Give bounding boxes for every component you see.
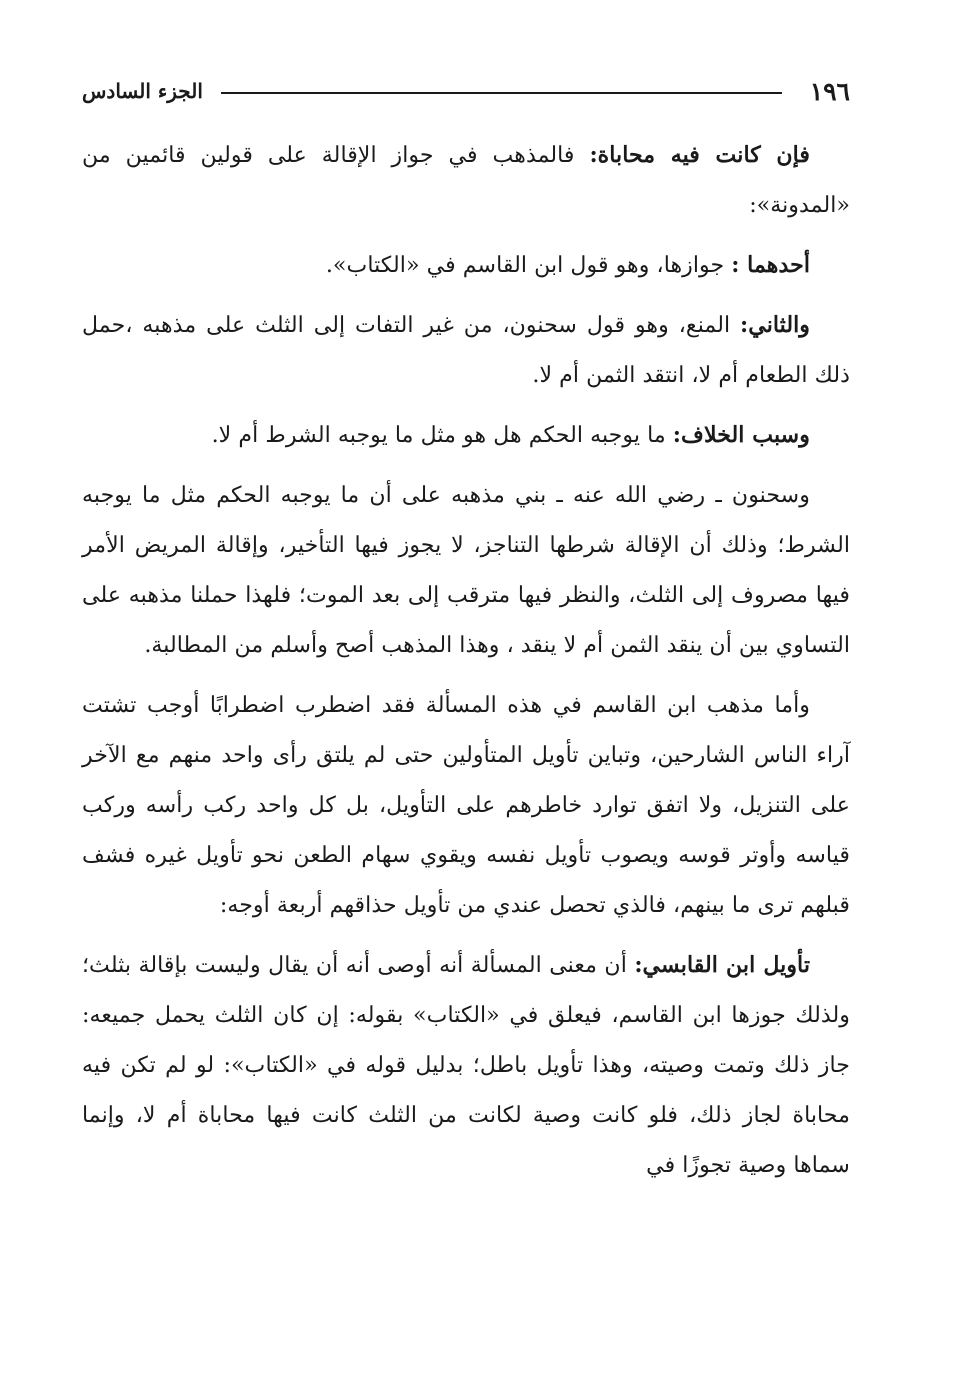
paragraph-1: [82, 130, 850, 230]
paragraph-text: فالمذهب في جواز الإقالة على قولين قائمين من «المدونة»:: [82, 142, 850, 218]
running-title: الجزء السادس: [82, 79, 203, 103]
book-page: [82, 70, 850, 1310]
paragraph-5: [82, 470, 850, 670]
paragraph-6: [82, 680, 850, 930]
page-number: ١٩٦: [809, 76, 850, 106]
paragraph-text: وسحنون ـ رضي الله عنه ـ بني مذهبه على أن ما يوجبه الحكم مثل ما يوجبه الشرط؛ وذلك أن الإقالة شرطها التناجز، لا يجوز فيها التأخير، وإقالة المريض الأمر فيها مصروف إلى الثلث، والنظر فيها مترقب إلى بعد الموت؛ فلهذا حملنا مذهبه على التساوي بين أن ينقد الثمن أم لا ينقد ، وهذا المذهب أصح وأسلم من المطالبة.: [82, 482, 850, 658]
page-body: [82, 130, 850, 1190]
paragraph-lead: والثاني:: [740, 312, 810, 338]
paragraph-lead: فإن كانت فيه محاباة:: [589, 142, 810, 168]
paragraph-lead: تأويل ابن القابسي:: [634, 952, 810, 978]
paragraph-4: [82, 410, 850, 460]
paragraph-text: أن معنى المسألة أنه أوصى أنه أن يقال وليست بإقالة بثلث؛ ولذلك جوزها ابن القاسم، فيعلق في «الكتاب» بقوله: إن كان الثلث يحمل جميعه: جاز ذلك وتمت وصيته، وهذا تأويل باطل؛ بدليل قوله في «الكتاب»: لو لم تكن فيه محاباة لجاز ذلك، فلو كانت وصية لكانت من الثلث كانت فيها محاباة أم لا، وإنما سماها وصية تجوزًا في: [82, 952, 850, 1178]
paragraph-text: ما يوجبه الحكم هل هو مثل ما يوجبه الشرط أم لا.: [211, 422, 673, 448]
header-rule: [221, 92, 782, 94]
page-header: [82, 70, 850, 112]
paragraph-text: وأما مذهب ابن القاسم في هذه المسألة فقد اضطرب اضطرابًا أوجب تشتت آراء الناس الشارحين، وتباين تأويل المتأولين حتى لم يلتق رأى واحد منهم مع الآخر على التنزيل، ولا اتفق توارد خاطرهم على التأويل، بل كل واحد ركب رأسه وركب قياسه وأوتر قوسه ويصوب تأويل نفسه ويقوي سهام الطعن نحو تأويل غيره فشف قبلهم ترى ما بينهم، فالذي تحصل عندي من تأويل حذاقهم أربعة أوجه:: [82, 692, 850, 918]
paragraph-lead: وسبب الخلاف:: [672, 422, 810, 448]
paragraph-3: [82, 300, 850, 400]
paragraph-2: [82, 240, 850, 290]
paragraph-text: جوازها، وهو قول ابن القاسم في «الكتاب».: [325, 252, 732, 278]
paragraph-text: المنع، وهو قول سحنون، من غير التفات إلى الثلث على مذهبه ،حمل ذلك الطعام أم لا، انتقد الثمن أم لا.: [82, 312, 850, 388]
paragraph-7: [82, 940, 850, 1190]
paragraph-lead: أحدهما :: [731, 252, 810, 278]
